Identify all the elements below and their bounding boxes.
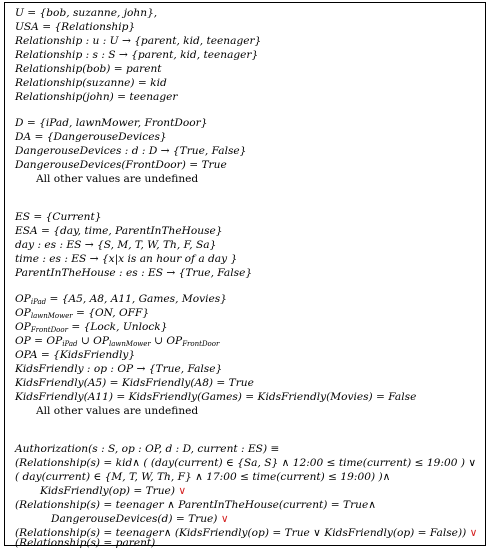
auth-kid-clause-1: (Relationship(s) = kid∧ ( (day(current) ∈ {Sa, S} ∧ 12:00 ≤ time(current) ≤ 19:00 ) ∨ [15, 457, 477, 469]
relationship-subject-def: Relationship : s : S → {parent, kid, teenager} [15, 49, 259, 61]
auth-teen-clause-3: (Relationship(s) = teenager∧ (KidsFriendly(op) = True ∨ KidsFriendly(op) = False)) ∨ [15, 527, 478, 539]
devices-set: D = {iPad, lawnMower, FrontDoor} [15, 117, 208, 129]
kids-friendly-true: KidsFriendly(A5) = KidsFriendly(A8) = True [15, 377, 254, 389]
env-attribute-set: ESA = {day, time, ParentInTheHouse} [15, 225, 223, 237]
kids-friendly-def: KidsFriendly : op : OP → {True, False} [15, 363, 223, 375]
op-attribute-set: OPA = {KidsFriendly} [15, 349, 136, 361]
formula-box [4, 2, 486, 549]
day-def: day : es : ES → {S, M, T, W, Th, F, Sa} [15, 239, 217, 251]
parent-in-house-def: ParentInTheHouse : es : ES → {True, False} [15, 267, 253, 279]
user-attribute-set: USA = {Relationship} [15, 21, 136, 33]
auth-parent-clause: (Relationship(s) = parent) [15, 537, 156, 549]
auth-kid-clause-2: ( day(current) ∈ {M, T, W, Th, F} ∧ 17:00 ≤ time(current) ≤ 19:00) )∧ [15, 471, 391, 483]
op-frontdoor: $OP_{FrontDoor}$ = {Lock, Unlock} [15, 321, 168, 334]
device-attribute-set: DA = {DangerouseDevices} [15, 131, 167, 143]
relationship-user-def: Relationship : u : U → {parent, kid, teenager} [15, 35, 262, 47]
op-ipad: $OP_{iPad} = \{A5$, A8, A11, Games, Movies} [15, 293, 227, 306]
relationship-bob: Relationship(bob) = parent [15, 63, 162, 75]
kids-friendly-false: KidsFriendly(A11) = KidsFriendly(Games) = KidsFriendly(Movies) = False [15, 391, 417, 403]
time-def: time : es : ES → {x|x is an hour of a day } [15, 253, 238, 265]
relationship-suzanne: Relationship(suzanne) = kid [15, 77, 167, 89]
users-set: U = {bob, suzanne, john}, [15, 7, 158, 19]
auth-teen-clause-1: (Relationship(s) = teenager ∧ ParentInTheHouse(current) = True∧ [15, 499, 376, 511]
or-symbol: ∨ [178, 485, 187, 497]
ops-undefined-note: All other values are undefined [36, 405, 199, 417]
auth-teen-clause-2: DangerouseDevices(d) = True) ∨ [51, 513, 229, 525]
op-union: OP = $OP_{iPad}$ ∪ $OP_{lawnMower}$ ∪ $OP_{FrontDoor}$ [15, 335, 220, 348]
op-lawnmower: $OP_{lawnMower} = \{ON$, OFF} [15, 307, 150, 320]
auth-kid-clause-3: KidsFriendly(op) = True) ∨ [40, 485, 187, 497]
devices-undefined-note: All other values are undefined [36, 173, 199, 185]
dangerous-frontdoor: DangerouseDevices(FrontDoor) = True [15, 159, 227, 171]
or-symbol: ∨ [220, 513, 229, 525]
dangerous-devices-def: DangerouseDevices : d : D → {True, False} [15, 145, 247, 157]
relationship-john: Relationship(john) = teenager [15, 91, 178, 103]
env-set: ES = {Current} [15, 211, 102, 223]
authorization-header: Authorization(s : S, op : OP, d : D, current : ES) ≡ [15, 443, 280, 455]
or-symbol: ∨ [469, 527, 478, 539]
